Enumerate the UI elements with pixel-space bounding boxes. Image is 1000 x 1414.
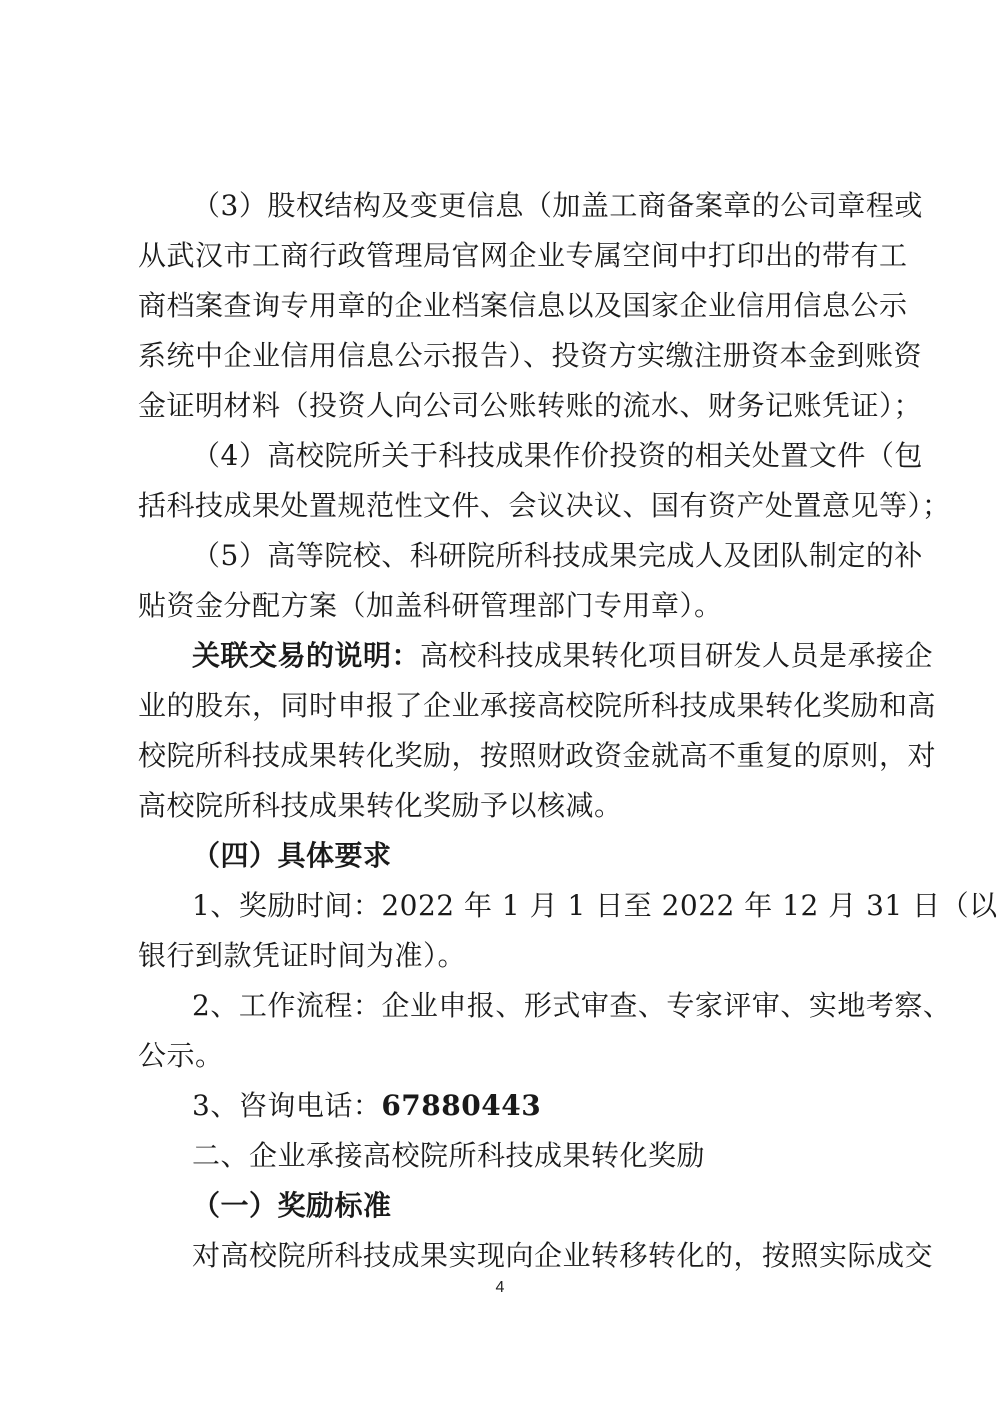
- paragraph-line-17: 2、工作流程：企业申报、形式审查、专家评审、实地考察、: [192, 989, 952, 1022]
- related-transaction-text: 高校科技成果转化项目研发人员是承接企: [420, 639, 934, 672]
- related-transaction-label: 关联交易的说明：: [192, 639, 421, 672]
- page-number: 4: [495, 1279, 505, 1296]
- section-heading-specific-requirements: （四）具体要求: [192, 839, 392, 872]
- paragraph-line-5: 金证明材料（投资人向公司公账转账的流水、财务记账凭证）；: [138, 389, 923, 422]
- paragraph-line-23: 对高校院所科技成果实现向企业转移转化的，按照实际成交: [192, 1239, 934, 1272]
- paragraph-line-6: （4）高校院所关于科技成果作价投资的相关处置文件（包: [192, 439, 923, 472]
- paragraph-line-12: 校院所科技成果转化奖励，按照财政资金就高不重复的原则，对: [138, 739, 937, 772]
- consult-phone-line: [192, 1086, 878, 1126]
- paragraph-line-3: 商档案查询专用章的企业档案信息以及国家企业信用信息公示: [138, 289, 908, 322]
- paragraph-line-11: 业的股东，同时申报了企业承接高校院所科技成果转化奖励和高: [138, 689, 937, 722]
- paragraph-line-9: 贴资金分配方案（加盖科研管理部门专用章）。: [138, 589, 723, 622]
- paragraph-line-13: 高校院所科技成果转化奖励予以核减。: [138, 789, 623, 822]
- paragraph-line-8: （5）高等院校、科研院所科技成果完成人及团队制定的补: [192, 539, 923, 572]
- paragraph-line-1: （3）股权结构及变更信息（加盖工商备案章的公司章程或: [192, 189, 923, 222]
- paragraph-line-4: 系统中企业信用信息公示报告）、投资方实缴注册资本金到账资: [138, 339, 923, 372]
- section-heading-award-standard: （一）奖励标准: [192, 1189, 392, 1222]
- paragraph-line-7: 括科技成果处置规范性文件、会议决议、国有资产处置意见等）；: [138, 489, 951, 522]
- paragraph-line-2: 从武汉市工商行政管理局官网企业专属空间中打印出的带有工: [138, 239, 908, 272]
- paragraph-line-15: 1、奖励时间：2022 年 1 月 1 日至 2022 年 12 月 31 日（以: [192, 889, 998, 922]
- paragraph-line-16: 银行到款凭证时间为准）。: [138, 939, 467, 972]
- consult-phone-number: 67880443: [381, 1089, 542, 1122]
- section-heading-enterprise-award: 二、企业承接高校院所科技成果转化奖励: [192, 1139, 706, 1172]
- consult-phone-label: 3、咨询电话：: [192, 1089, 382, 1122]
- paragraph-line-18: 公示。: [138, 1039, 224, 1072]
- related-transaction-line: [192, 636, 934, 676]
